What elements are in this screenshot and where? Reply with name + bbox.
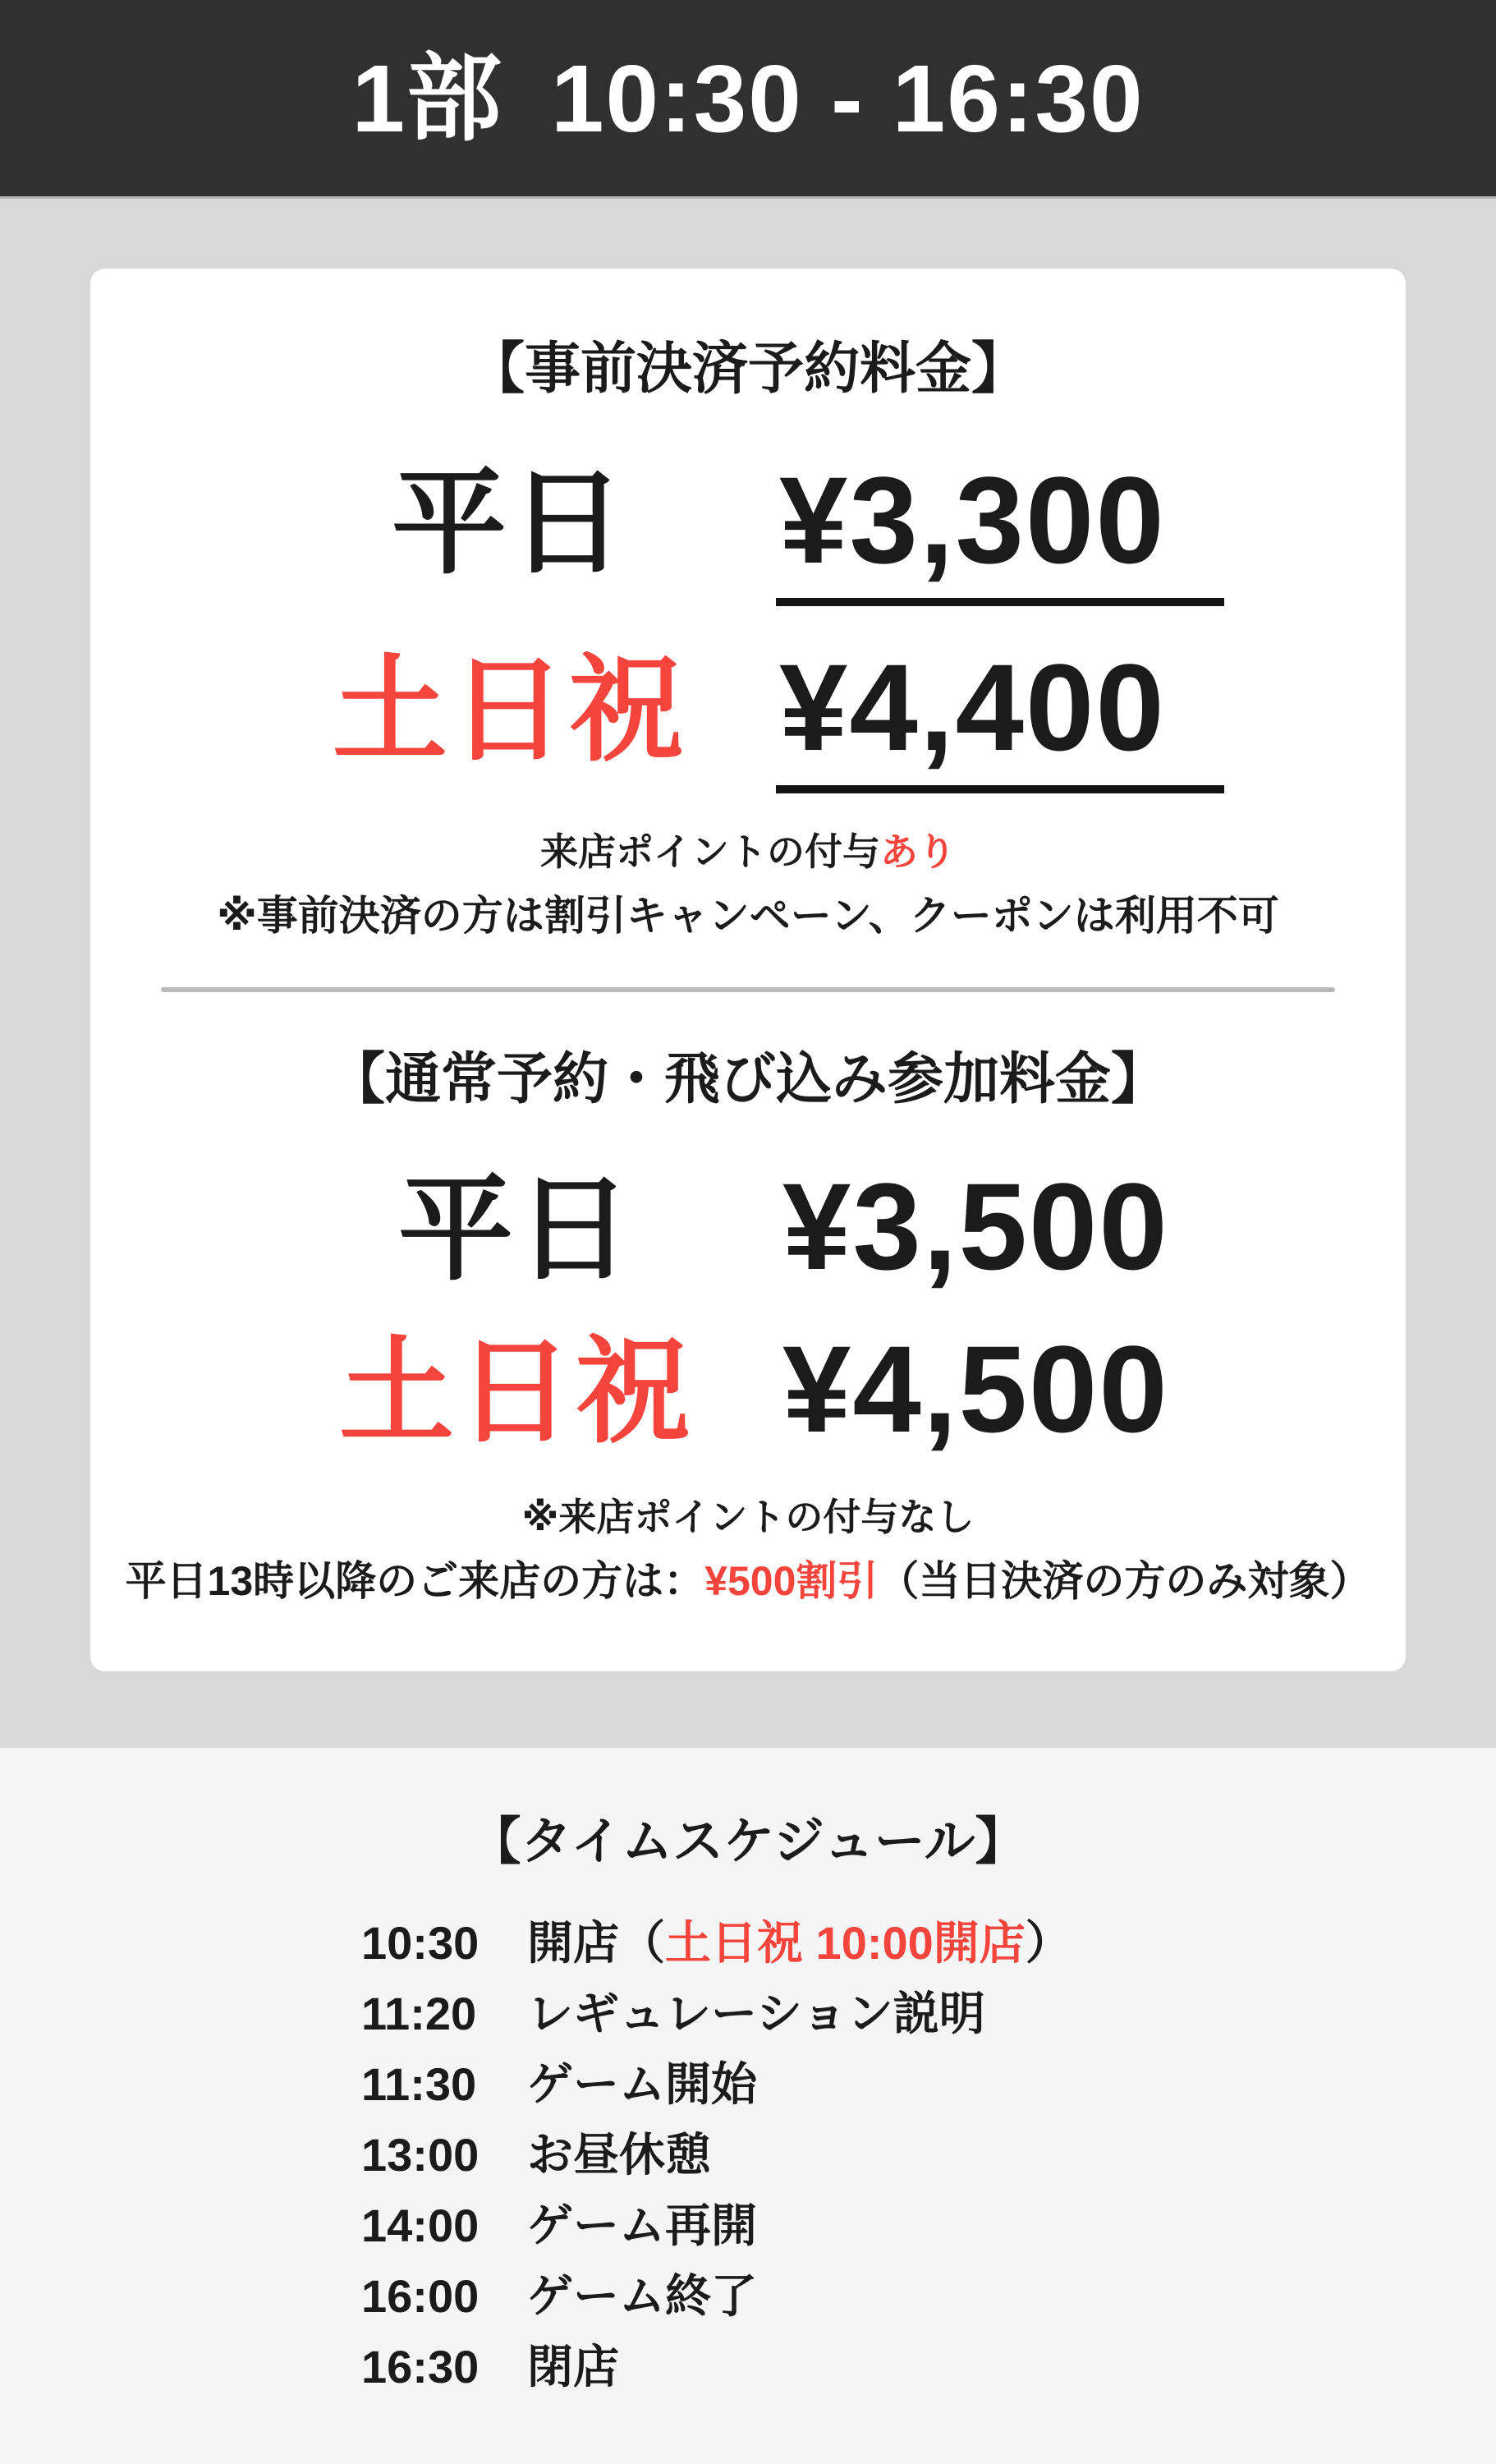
schedule-time: 16:30 <box>361 2341 480 2393</box>
schedule-row-regulation <box>361 1988 1496 2039</box>
schedule-time: 11:30 <box>361 2058 477 2110</box>
walkin-price-rows <box>90 1157 1406 1458</box>
schedule-heading: 【タイムスケジュール】 <box>470 1814 1026 1870</box>
schedule-label: ゲーム開始 <box>527 2058 757 2110</box>
schedule-row-close <box>361 2341 1496 2393</box>
prepaid-weekday-label: 平日 <box>391 458 628 587</box>
prepaid-weekend-label: 土日祝 <box>332 646 687 775</box>
schedule-label: 開店（土日祝 10:00開店） <box>527 1917 1072 1969</box>
prepaid-point-note-highlight: あり <box>880 830 956 873</box>
schedule-label: レギュレーション説明 <box>527 1988 985 2039</box>
pricing-card <box>90 269 1406 1671</box>
prepaid-heading: 【事前決済予約料金】 <box>468 338 1027 400</box>
card-divider <box>161 987 1335 992</box>
prepaid-price-rows <box>90 451 1406 793</box>
prepaid-point-note <box>90 830 1406 873</box>
session-header-bar <box>0 0 1496 199</box>
walkin-weekday-label: 平日 <box>397 1165 635 1294</box>
pricing-section <box>0 199 1496 1748</box>
walkin-heading: 【通常予約・飛び込み参加料金】 <box>328 1048 1167 1110</box>
walkin-weekend-label: 土日祝 <box>338 1327 694 1456</box>
schedule-row-lunch <box>361 2129 1496 2181</box>
schedule-label: ゲーム再開 <box>527 2200 757 2251</box>
schedule-row-game-resume <box>361 2200 1496 2251</box>
walkin-point-note: ※来店ポイントの付与なし <box>521 1496 975 1538</box>
schedule-section <box>0 1748 1496 2464</box>
schedule-time: 10:30 <box>361 1917 480 1969</box>
prepaid-restriction-note: ※事前決済の方は割引キャンペーン、クーポンは利用不可 <box>217 893 1279 939</box>
schedule-row-open <box>361 1917 1496 1969</box>
session-part-label: 1部 <box>351 44 504 152</box>
schedule-time: 14:00 <box>361 2200 480 2251</box>
walkin-weekend-price: ¥4,500 <box>782 1320 1169 1458</box>
schedule-label: ゲーム終了 <box>527 2270 757 2322</box>
prepaid-weekday-price: ¥3,300 <box>776 458 1224 606</box>
walkin-weekend-row <box>90 1320 1406 1458</box>
walkin-discount-prefix: 平日13時以降のご来店の方は： <box>125 1558 705 1604</box>
walkin-weekday-row <box>90 1157 1406 1295</box>
schedule-row-game-start <box>361 2058 1496 2110</box>
walkin-weekday-price: ¥3,500 <box>782 1157 1169 1295</box>
session-time-range: 10:30 - 16:30 <box>551 44 1145 152</box>
schedule-time: 13:00 <box>361 2129 480 2181</box>
prepaid-weekday-row <box>90 451 1406 606</box>
schedule-list <box>361 1917 1496 2393</box>
schedule-time: 16:00 <box>361 2270 480 2322</box>
prepaid-weekend-row <box>90 638 1406 793</box>
prepaid-point-note-text: 来店ポイントの付与 <box>540 830 880 873</box>
schedule-label: お昼休憩 <box>527 2129 711 2181</box>
walkin-discount-suffix: （当日決済の方のみ対象） <box>878 1558 1371 1604</box>
schedule-label: 閉店 <box>527 2341 619 2393</box>
schedule-row-game-end <box>361 2270 1496 2322</box>
schedule-time: 11:20 <box>361 1988 477 2039</box>
prepaid-weekend-price: ¥4,400 <box>776 646 1224 793</box>
walkin-discount-highlight: ¥500割引 <box>704 1558 879 1604</box>
walkin-discount-note <box>90 1558 1406 1604</box>
